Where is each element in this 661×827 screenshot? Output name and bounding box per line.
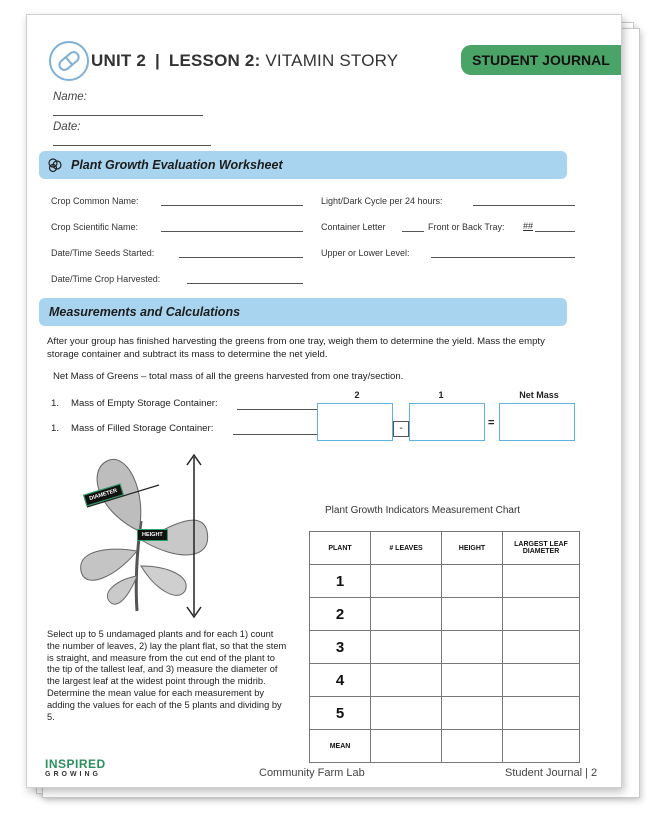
- lesson-label: LESSON 2:: [168, 51, 261, 70]
- table-row: [310, 664, 580, 697]
- mean-label: MEAN: [310, 730, 371, 763]
- worksheet-banner: [39, 151, 567, 179]
- net-mass-label: Net Mass of Greens – total mass of all the greens harvested from one tray/section.: [53, 371, 404, 382]
- unit-label: UNIT 2: [91, 51, 147, 70]
- lesson-title: VITAMIN STORY: [265, 51, 399, 70]
- tray-field[interactable]: [535, 231, 575, 232]
- height-cell[interactable]: [442, 565, 503, 598]
- height-cell[interactable]: [442, 631, 503, 664]
- leaves-cell[interactable]: [371, 664, 442, 697]
- seeds-started-label: Date/Time Seeds Started:: [51, 248, 155, 258]
- crop-common-name-field[interactable]: [161, 205, 303, 206]
- level-field[interactable]: [431, 257, 575, 258]
- equals-sign: =: [488, 417, 495, 429]
- column-header-diameter: LARGEST LEAF DIAMETER: [503, 532, 580, 565]
- container-letter-field[interactable]: [402, 231, 424, 232]
- leaves-cell[interactable]: [371, 631, 442, 664]
- footer-center: Community Farm Lab: [259, 767, 365, 779]
- page-title: [91, 51, 398, 71]
- diameter-mean-cell[interactable]: [503, 730, 580, 763]
- height-cell[interactable]: [442, 598, 503, 631]
- crop-scientific-name-field[interactable]: [161, 231, 303, 232]
- measurements-banner: [39, 298, 567, 326]
- crop-harvested-label: Date/Time Crop Harvested:: [51, 274, 161, 284]
- empty-container-line: [237, 409, 317, 410]
- name-label: Name:: [53, 91, 87, 103]
- diameter-cell[interactable]: [503, 631, 580, 664]
- net-mass-column-label: Net Mass: [519, 390, 559, 400]
- tray-label: Front or Back Tray:: [428, 222, 505, 232]
- plant-number: 5: [310, 697, 371, 730]
- row-1-number: 1.: [51, 398, 60, 409]
- leaves-mean-cell[interactable]: [371, 730, 442, 763]
- footer-page-number: Student Journal | 2: [505, 767, 598, 779]
- column-header-plant: PLANT: [310, 532, 371, 565]
- plant-number: 2: [310, 598, 371, 631]
- leaves-cell[interactable]: [371, 565, 442, 598]
- container-letter-label: Container Letter: [321, 222, 386, 232]
- column-header-height: HEIGHT: [442, 532, 503, 565]
- inspired-growing-logo: [45, 757, 125, 778]
- student-journal-badge: STUDENT JOURNAL: [461, 45, 621, 75]
- column-header-leaves: # LEAVES: [371, 532, 442, 565]
- measurement-chart: [309, 531, 580, 763]
- worksheet-title: Plant Growth Evaluation Worksheet: [71, 158, 283, 172]
- diameter-cell[interactable]: [503, 697, 580, 730]
- mass-input-1[interactable]: [409, 403, 485, 441]
- seeds-started-field[interactable]: [179, 257, 303, 258]
- logo-bottom-text: GROWING: [45, 771, 101, 778]
- table-row: [310, 598, 580, 631]
- table-row: [310, 730, 580, 763]
- plant-icon: [47, 157, 63, 173]
- table-row: [310, 697, 580, 730]
- crop-scientific-name-label: Crop Scientific Name:: [51, 222, 139, 232]
- chart-title: Plant Growth Indicators Measurement Chart: [325, 505, 521, 516]
- plant-number: 4: [310, 664, 371, 697]
- date-field[interactable]: [53, 145, 211, 146]
- height-label: HEIGHT: [137, 529, 168, 541]
- table-row: [310, 565, 580, 598]
- minus-sign: -: [393, 421, 409, 437]
- measurements-intro: After your group has finished harvesting the greens from one tray, weigh them to determine the yield. Mass the empty storage container and subtract its mass to determine the net yield.: [47, 336, 545, 360]
- name-field[interactable]: [53, 115, 203, 116]
- table-row: [310, 631, 580, 664]
- diameter-label: DIAMETER: [83, 484, 124, 507]
- capsule-icon: [49, 41, 89, 81]
- height-cell[interactable]: [442, 697, 503, 730]
- crop-harvested-field[interactable]: [187, 283, 303, 284]
- column-2-label: 2: [354, 390, 360, 400]
- light-cycle-field[interactable]: [473, 205, 575, 206]
- leaves-cell[interactable]: [371, 598, 442, 631]
- filled-container-label: Mass of Filled Storage Container:: [71, 423, 214, 434]
- column-1-label: 1: [438, 390, 444, 400]
- height-cell[interactable]: [442, 664, 503, 697]
- net-mass-input[interactable]: [499, 403, 575, 441]
- level-label: Upper or Lower Level:: [321, 248, 410, 258]
- date-label: Date:: [53, 121, 81, 133]
- logo-top-text: INSPIRED: [45, 757, 106, 771]
- leaves-cell[interactable]: [371, 697, 442, 730]
- mass-input-2[interactable]: [317, 403, 393, 441]
- height-mean-cell[interactable]: [442, 730, 503, 763]
- instructions-text: Select up to 5 undamaged plants and for each 1) count the number of leaves, 2) lay the plant flat, so that the stem is straight, and measure from the cut end of the plant to the tip of the tallest leaf, and 3) measure the diameter of the largest leaf at the widest point through the midrib. Determine the mean value for each measurement by adding the values for each of the 5 plants and dividing by 5.: [47, 629, 287, 722]
- tray-mark: ##: [523, 221, 534, 231]
- plant-number: 1: [310, 565, 371, 598]
- diameter-cell[interactable]: [503, 565, 580, 598]
- light-cycle-label: Light/Dark Cycle per 24 hours:: [321, 196, 443, 206]
- measurements-title: Measurements and Calculations: [49, 305, 241, 319]
- filled-container-line: [233, 434, 317, 435]
- diameter-cell[interactable]: [503, 598, 580, 631]
- row-2-number: 1.: [51, 423, 60, 434]
- crop-common-name-label: Crop Common Name:: [51, 196, 139, 206]
- title-separator: |: [154, 51, 160, 70]
- journal-page: [26, 14, 622, 788]
- plant-number: 3: [310, 631, 371, 664]
- empty-container-label: Mass of Empty Storage Container:: [71, 398, 218, 409]
- diameter-cell[interactable]: [503, 664, 580, 697]
